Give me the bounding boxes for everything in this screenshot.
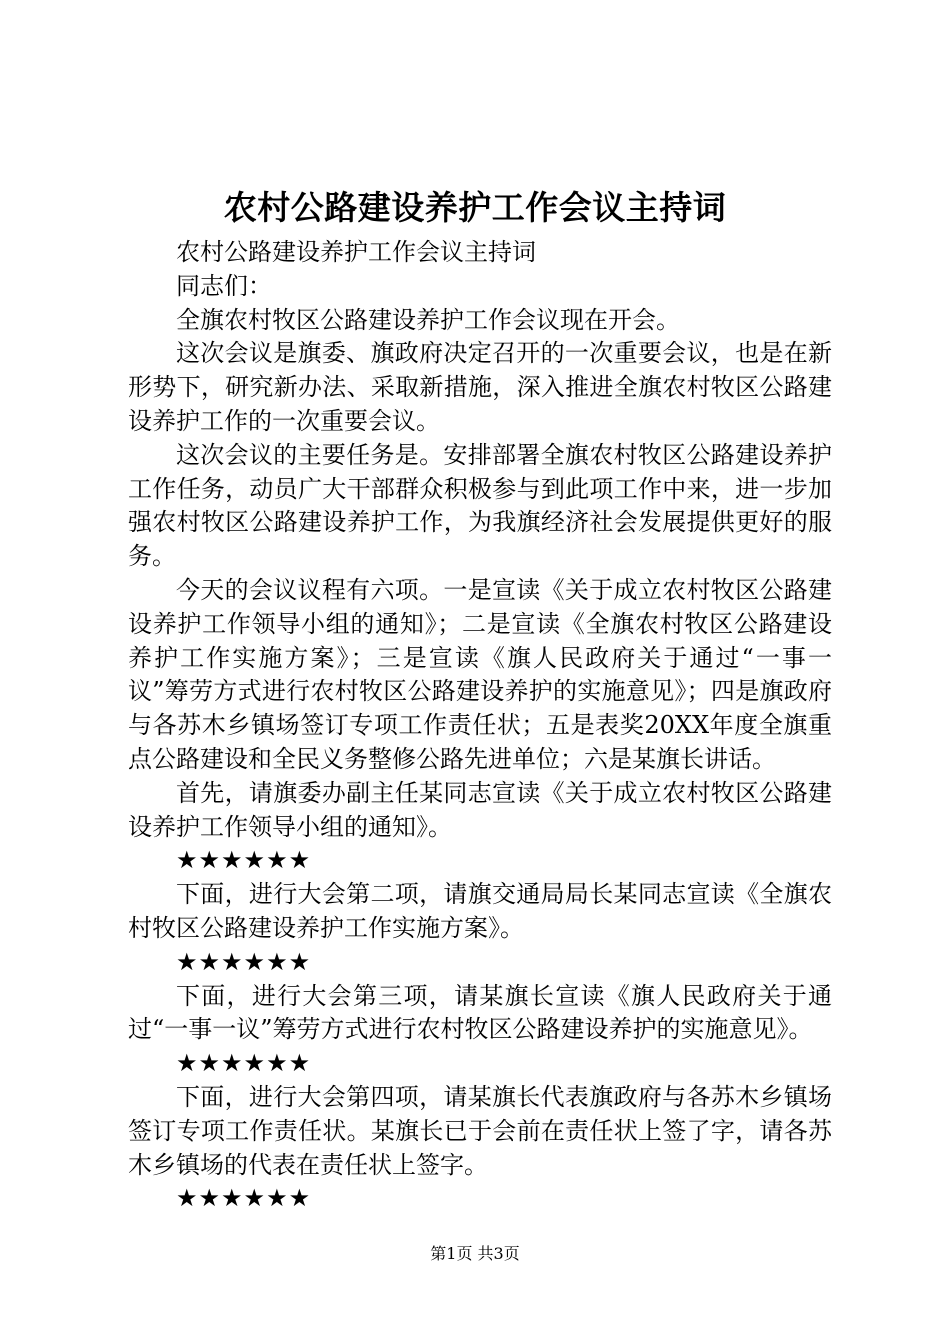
star-separator: ★★★★★★ [176, 947, 312, 976]
paragraph-item-one: 首先，请旗委办副主任某同志宣读《关于成立农村牧区公路建设养护工作领导小组的通知》。 [128, 778, 832, 841]
paragraph-item-three: 下面，进行大会第三项，请某旗长宣读《旗人民政府关于通过“一事一议”筹劳方式进行农村牧区公路建设养护的实施意见》。 [128, 981, 832, 1044]
document-body [128, 236, 832, 1216]
page-footer: 第1页 共3页 [430, 1244, 520, 1263]
paragraph-main-tasks: 这次会议的主要任务是。安排部署全旗农村牧区公路建设养护工作任务，动员广大干部群众积极参与到此项工作中来，进一步加强农村牧区公路建设养护工作，为我旗经济社会发展提供更好的服务。 [128, 440, 832, 571]
paragraph-subtitle: 农村公路建设养护工作会议主持词 [176, 238, 536, 266]
star-separator: ★★★★★★ [176, 846, 312, 875]
star-separator: ★★★★★★ [176, 1049, 312, 1078]
paragraph-item-two: 下面，进行大会第二项，请旗交通局局长某同志宣读《全旗农村牧区公路建设养护工作实施方案》。 [128, 880, 832, 942]
paragraph-item-four: 下面，进行大会第四项，请某旗长代表旗政府与各苏木乡镇场签订专项工作责任状。某旗长已于会前在责任状上签了字，请各苏木乡镇场的代表在责任状上签字。 [128, 1082, 832, 1179]
paragraph-salutation: 同志们： [176, 271, 272, 300]
paragraph-meeting-importance: 这次会议是旗委、旗政府决定召开的一次重要会议，也是在新形势下，研究新办法、采取新措施，深入推进全旗农村牧区公路建设养护工作的一次重要会议。 [128, 339, 832, 435]
document-title: 农村公路建设养护工作会议主持词 [223, 188, 727, 227]
paragraph-agenda: 今天的会议议程有六项。一是宣读《关于成立农村牧区公路建设养护工作领导小组的通知》；二是宣读《全旗农村牧区公路建设养护工作实施方案》；三是宣读《旗人民政府关于通过“一事一议”筹劳方式进行农村牧区公路建设养护的实施意见》；四是旗政府与各苏木乡镇场签订专项工作责任状；五是表奖20XX年度全旗重点公路建设和全民义务整修公路先进单位；六是某旗长讲话。 [128, 575, 832, 773]
paragraph-opening: 全旗农村牧区公路建设养护工作会议现在开会。 [176, 305, 680, 334]
star-separator: ★★★★★★ [176, 1184, 312, 1213]
